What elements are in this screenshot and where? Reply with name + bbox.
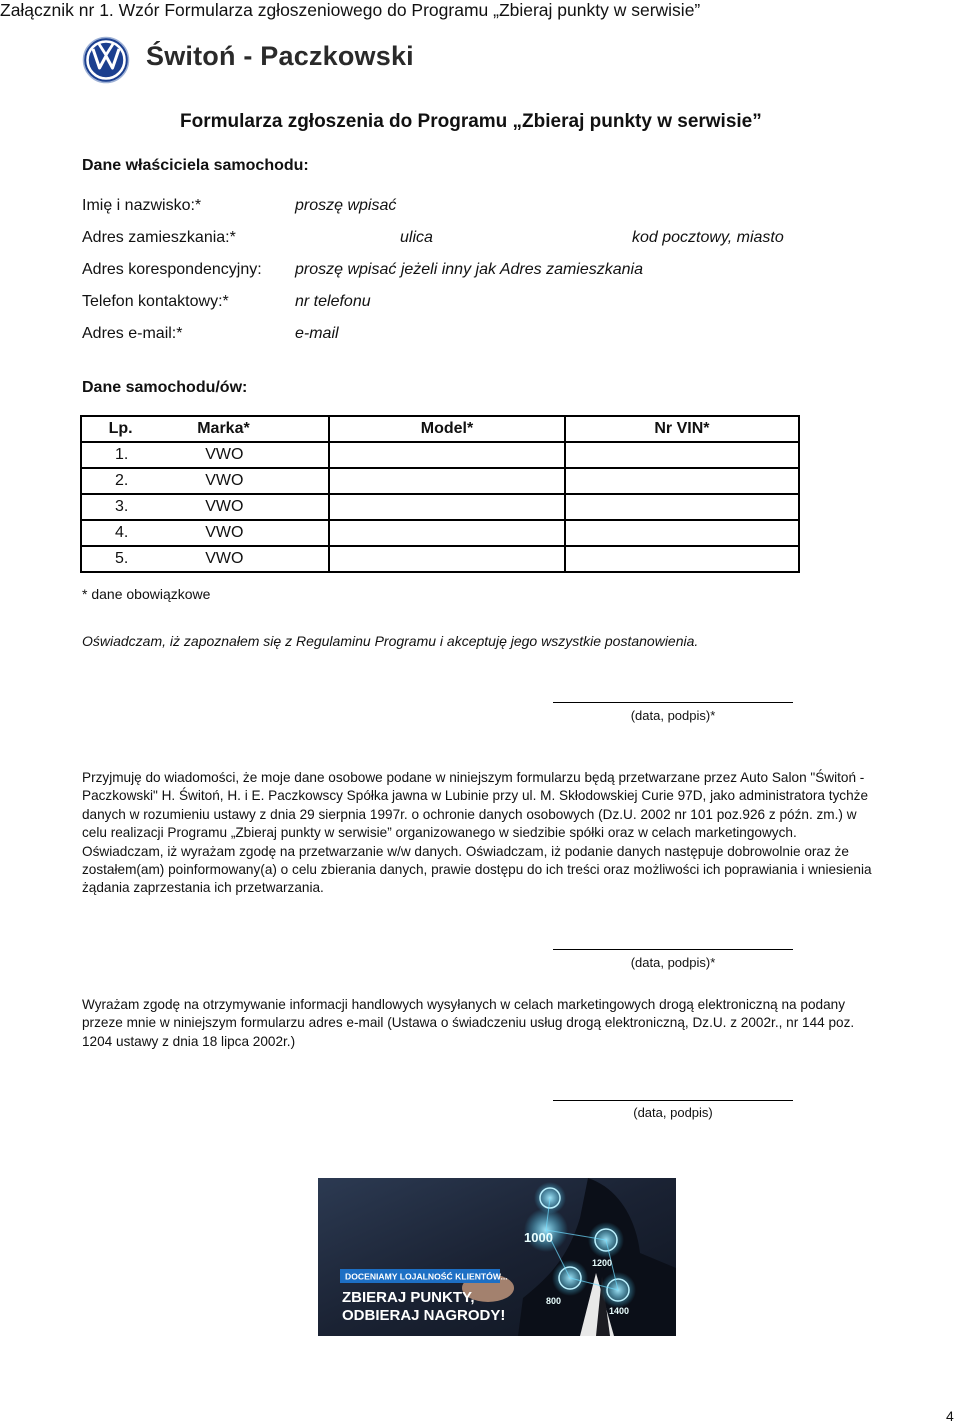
address-label: Adres zamieszkania:* — [82, 229, 236, 246]
row-vin-field[interactable] — [565, 520, 799, 546]
name-label: Imię i nazwisko:* — [82, 197, 202, 214]
signature-line-3[interactable] — [553, 1100, 793, 1101]
points-label-800: 800 — [546, 1296, 562, 1306]
table-row — [81, 520, 799, 546]
row-marka: VWO — [159, 546, 329, 572]
row-marka: VWO — [159, 494, 329, 520]
table-row — [81, 546, 799, 572]
signature-line-2[interactable] — [553, 949, 793, 950]
declaration-text: Oświadczam, iż zapoznałem się z Regulaminu Programu i akceptuję jego wszystkie postanowienia. — [82, 633, 699, 649]
cars-section-heading: Dane samochodu/ów: — [82, 379, 248, 396]
promo-banner — [318, 1178, 676, 1336]
row-lp: 4. — [81, 520, 159, 546]
row-lp: 1. — [81, 442, 159, 468]
row-model-field[interactable] — [329, 520, 565, 546]
signature-line-1[interactable] — [553, 702, 793, 703]
column-header-lp: Lp. — [81, 416, 159, 442]
row-vin-field[interactable] — [565, 468, 799, 494]
column-header-marka: Marka* — [159, 416, 329, 442]
row-marka: VWO — [159, 442, 329, 468]
row-marka: VWO — [159, 520, 329, 546]
page-number: 4 — [946, 1408, 954, 1424]
points-label-1200: 1200 — [592, 1258, 613, 1268]
required-note: * dane obowiązkowe — [82, 586, 211, 602]
address-street-field[interactable]: ulica — [400, 229, 433, 246]
row-vin-field[interactable] — [565, 546, 799, 572]
name-field[interactable]: proszę wpisać — [295, 197, 397, 214]
email-label: Adres e-mail:* — [82, 325, 183, 342]
row-model-field[interactable] — [329, 442, 565, 468]
table-row — [81, 442, 799, 468]
row-model-field[interactable] — [329, 468, 565, 494]
correspondence-field[interactable]: proszę wpisać jeżeli inny jak Adres zamieszkania — [295, 261, 643, 278]
signature-caption-1: (data, podpis)* — [630, 708, 716, 723]
banner-headline-1: ZBIERAJ PUNKTY, — [342, 1289, 475, 1306]
row-vin-field[interactable] — [565, 494, 799, 520]
signature-caption-3: (data, podpis) — [633, 1105, 713, 1120]
owner-section-heading: Dane właściciela samochodu: — [82, 157, 309, 174]
row-vin-field[interactable] — [565, 442, 799, 468]
column-header-vin: Nr VIN* — [565, 416, 799, 442]
correspondence-label: Adres korespondencyjny: — [82, 261, 262, 278]
points-label-1000: 1000 — [524, 1230, 553, 1245]
marketing-consent-text: Wyrażam zgodę na otrzymywanie informacji handlowych wysyłanych w celach marketingowych drogą elektroniczną na podany przeze mnie w niniejszym formularzu adres e-mail (Ustawa o świadczeniu usług drogą elektroniczną, Dz.U. z 2002r., nr 144 poz. 1204 ustawy z dnia 18 lipca 2002r.) — [82, 997, 855, 1049]
row-model-field[interactable] — [329, 494, 565, 520]
cars-table — [80, 415, 800, 573]
row-lp: 2. — [81, 468, 159, 494]
email-field[interactable]: e-mail — [295, 325, 339, 342]
table-header-row — [81, 416, 799, 442]
row-lp: 3. — [81, 494, 159, 520]
table-row — [81, 494, 799, 520]
signature-caption-2: (data, podpis)* — [630, 955, 716, 970]
table-row — [81, 468, 799, 494]
attachment-title: Załącznik nr 1. Wzór Formularza zgłoszeniowego do Programu „Zbieraj punkty w serwisie” — [0, 0, 701, 20]
company-logo — [82, 36, 442, 84]
row-marka: VWO — [159, 468, 329, 494]
banner-badge-text: DOCENIAMY LOJALNOŚĆ KLIENTÓW... — [345, 1271, 508, 1282]
row-model-field[interactable] — [329, 546, 565, 572]
address-city-field[interactable]: kod pocztowy, miasto — [632, 229, 784, 246]
phone-label: Telefon kontaktowy:* — [82, 293, 229, 310]
banner-headline-2: ODBIERAJ NAGRODY! — [342, 1307, 506, 1324]
column-header-model: Model* — [329, 416, 565, 442]
points-label-1400: 1400 — [609, 1306, 630, 1316]
privacy-consent-text: Przyjmuję do wiadomości, że moje dane osobowe podane w niniejszym formularzu będą przetwarzane przez Auto Salon "Świtoń - Paczkowski" H. Świtoń, H. i E. Paczkowscy Spółka jawna w Lubinie przy ul. M. Skłodowskiej Curie 97D, jako administratora tychże danych w rozumieniu ustawy z dnia 29 sierpnia 1997r. o ochronie danych osobowych (Dz.U. 2002 nr 101 poz.926 z późn. zm.) w celu realizacji Programu „Zbieraj punkty w serwisie” organizowanego w siedzibie spółki oraz w celach marketingowych. Oświadczam, iż wyrażam zgodę na przetwarzanie w/w danych. Oświadczam, iż podanie danych następuje dobrowolnie oraz że zostałem(am) poinformowany(a) o celu zbierania danych, prawie dostępu do ich treści oraz możliwości ich poprawiania i wniesienia żądania zaprzestania ich przetwarzania. — [82, 770, 872, 896]
banner-image — [318, 1178, 676, 1336]
company-name: Świtoń - Paczkowski — [146, 41, 414, 71]
phone-field[interactable]: nr telefonu — [295, 293, 371, 310]
form-title: Formularza zgłoszenia do Programu „Zbieraj punkty w serwisie” — [180, 111, 762, 132]
row-lp: 5. — [81, 546, 159, 572]
